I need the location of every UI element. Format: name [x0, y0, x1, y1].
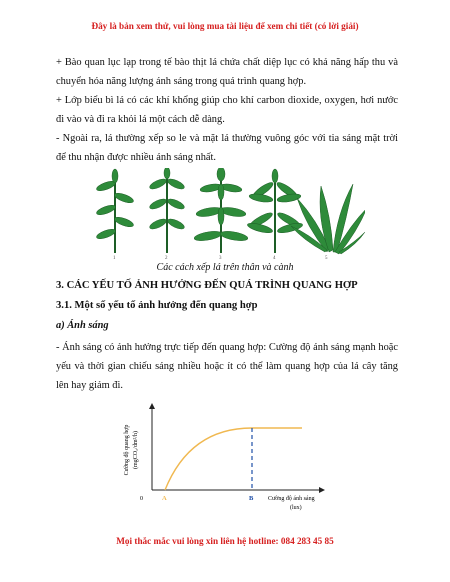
light-intensity-graph [110, 398, 370, 518]
subsection-heading: 3.1. Một số yếu tố ảnh hưởng đến quang hợp [56, 300, 258, 311]
x-axis-label-line1: Cường độ ánh sáng [268, 496, 315, 502]
light-paragraph: - Ánh sáng có ảnh hưởng trực tiếp đến quang hợp: Cường độ ánh sáng mạnh hoặc yếu và thời gian chiếu sáng nhiều hoặc ít có thể làm quang hợp của lá cây tăng lên hay giảm đi. [56, 342, 398, 391]
point-b-label: B [249, 495, 254, 502]
x-axis-label-line2: (lux) [290, 505, 302, 511]
sub-sub-heading: a) Ánh sáng [56, 320, 109, 331]
point-a-label: A [162, 495, 167, 502]
bullet-chloroplast: + Bào quan lục lạp trong tế bào thịt lá chứa chất diệp lục có khả năng hấp thu và chuyển hóa năng lượng ánh sáng trong quá trình quang hợp. [56, 57, 398, 87]
plant-number-1: 1 [113, 256, 116, 260]
leaf-arrangement-figure [95, 168, 365, 260]
plant-1-illustration [95, 169, 134, 253]
plant-number-4: 4 [273, 256, 276, 260]
photosynthesis-curve [165, 428, 302, 490]
origin-label: 0 [140, 496, 143, 502]
hotline-footer: Mọi thắc mắc vui lòng xin liên hệ hotline: 084 283 45 85 [116, 536, 334, 546]
plant-3-illustration [194, 168, 249, 253]
y-axis-label-line1: Cường độ quang hợp [124, 424, 130, 476]
bullet-leaf-arrangement: - Ngoài ra, lá thường xếp so le và mặt lá thường vuông góc với tia sáng mặt trời để thu nhận được nhiều ánh sáng nhất. [56, 133, 398, 163]
plant-4-illustration [247, 169, 304, 253]
section-heading: 3. CÁC YẾU TỐ ẢNH HƯỞNG ĐẾN QUÁ TRÌNH QUANG HỢP [56, 280, 358, 291]
plant-number-2: 2 [165, 256, 168, 260]
y-axis-label-line2: (mgCO₂/dm²/h) [133, 431, 139, 469]
bullet-stomata: + Lớp biểu bì lá có các khí khổng giúp cho khí carbon dioxide, oxygen, hơi nước đi vào và đi ra khỏi lá một cách dễ dàng. [56, 95, 398, 125]
plant-number-5: 5 [325, 256, 328, 260]
plant-2-illustration [148, 168, 185, 253]
figure-caption: Các cách xếp lá trên thân và cành [156, 262, 294, 273]
preview-banner: Đây là bản xem thử, vui lòng mua tài liệu để xem chi tiết (có lời giải) [91, 21, 359, 31]
plant-5-illustration [291, 184, 365, 254]
plant-number-3: 3 [219, 256, 222, 260]
